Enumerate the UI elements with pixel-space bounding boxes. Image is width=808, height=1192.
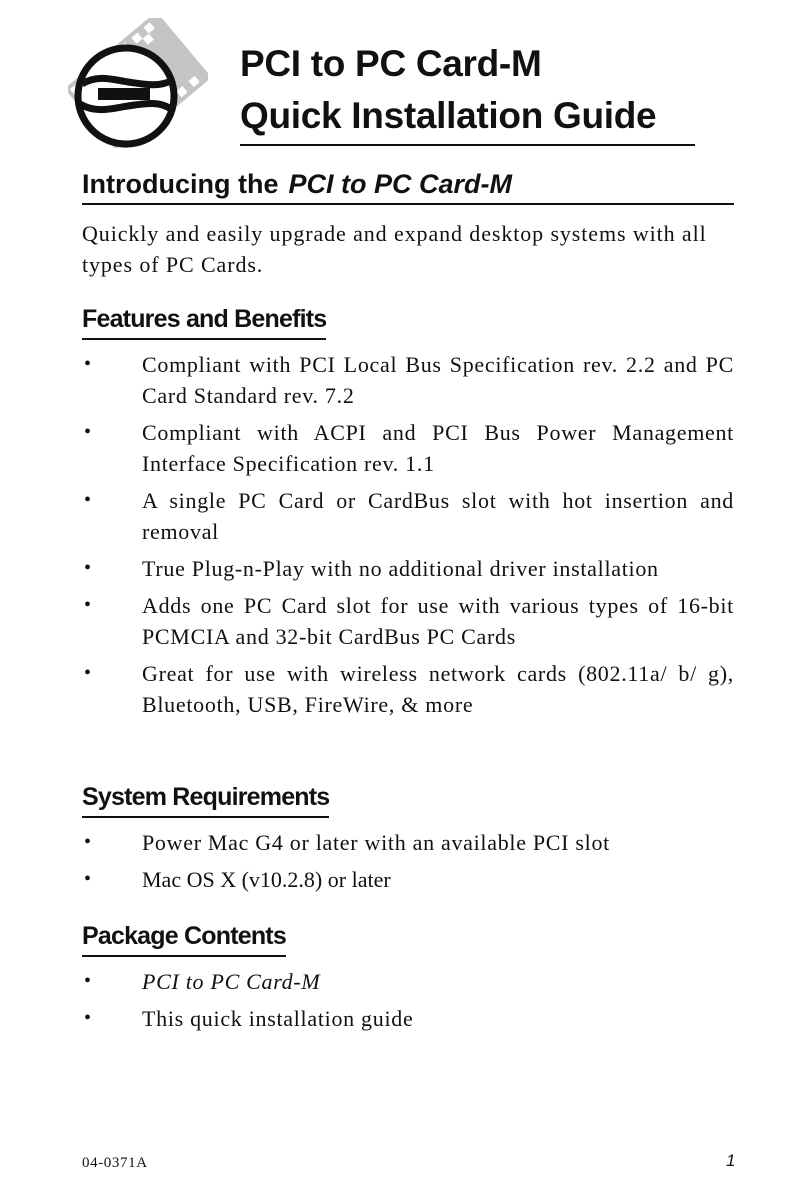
intro-heading-product: PCI to PC Card-M — [288, 169, 512, 199]
list-item — [82, 485, 734, 547]
list-item — [82, 590, 734, 652]
intro-heading — [82, 166, 734, 202]
bullet-icon: • — [84, 557, 92, 579]
package-list — [82, 966, 734, 1040]
list-item — [82, 1003, 734, 1034]
page-title-line-2: Quick Installation Guide — [240, 95, 657, 136]
list-item — [82, 553, 734, 584]
feature-text: Adds one PC Card slot for use with various types of 16-bit PCMCIA and 32-bit CardBus PC Cards — [142, 593, 734, 649]
title-block — [240, 38, 695, 146]
bullet-icon: • — [84, 594, 92, 616]
intro-heading-prefix: Introducing the — [82, 169, 279, 199]
package-item-text: This quick installation guide — [142, 1006, 414, 1031]
brand-logo-icon — [68, 18, 208, 148]
feature-text: Great for use with wireless network cards (802.11a/ b/ g), Bluetooth, USB, FireWire, & more — [142, 661, 734, 717]
intro-heading-rule — [82, 203, 734, 205]
intro-paragraph: Quickly and easily upgrade and expand desktop systems with all types of PC Cards. — [82, 221, 707, 277]
bullet-icon: • — [84, 353, 92, 375]
list-item — [82, 349, 734, 411]
page-title-line-1: PCI to PC Card-M — [240, 43, 542, 84]
page-number: 1 — [726, 1151, 736, 1170]
feature-text: Compliant with PCI Local Bus Specification rev. 2.2 and PC Card Standard rev. 7.2 — [142, 352, 734, 408]
requirements-heading: System Requirements — [82, 781, 329, 818]
feature-text: A single PC Card or CardBus slot with hot insertion and removal — [142, 488, 734, 544]
list-item — [82, 417, 734, 479]
list-item — [82, 827, 734, 858]
requirements-list — [82, 827, 734, 901]
requirement-text: Power Mac G4 or later with an available PCI slot — [142, 830, 610, 855]
bullet-icon: • — [84, 489, 92, 511]
bullet-icon: • — [84, 831, 92, 853]
bullet-icon: • — [84, 662, 92, 684]
bullet-icon: • — [84, 421, 92, 443]
bullet-icon: • — [84, 868, 92, 890]
package-heading: Package Contents — [82, 920, 286, 957]
list-item — [82, 658, 734, 720]
requirement-text: Mac OS X (v10.2.8) or later — [142, 867, 391, 892]
features-list — [82, 349, 734, 726]
document-code: 04-0371A — [82, 1155, 148, 1171]
list-item — [82, 966, 734, 997]
features-heading: Features and Benefits — [82, 303, 326, 340]
feature-text: Compliant with ACPI and PCI Bus Power Management Interface Specification rev. 1.1 — [142, 420, 734, 476]
bullet-icon: • — [84, 970, 92, 992]
package-item-text: PCI to PC Card-M — [142, 969, 321, 994]
list-item — [82, 864, 734, 895]
feature-text: True Plug-n-Play with no additional driver installation — [142, 556, 659, 581]
title-underline — [240, 144, 695, 146]
bullet-icon: • — [84, 1007, 92, 1029]
